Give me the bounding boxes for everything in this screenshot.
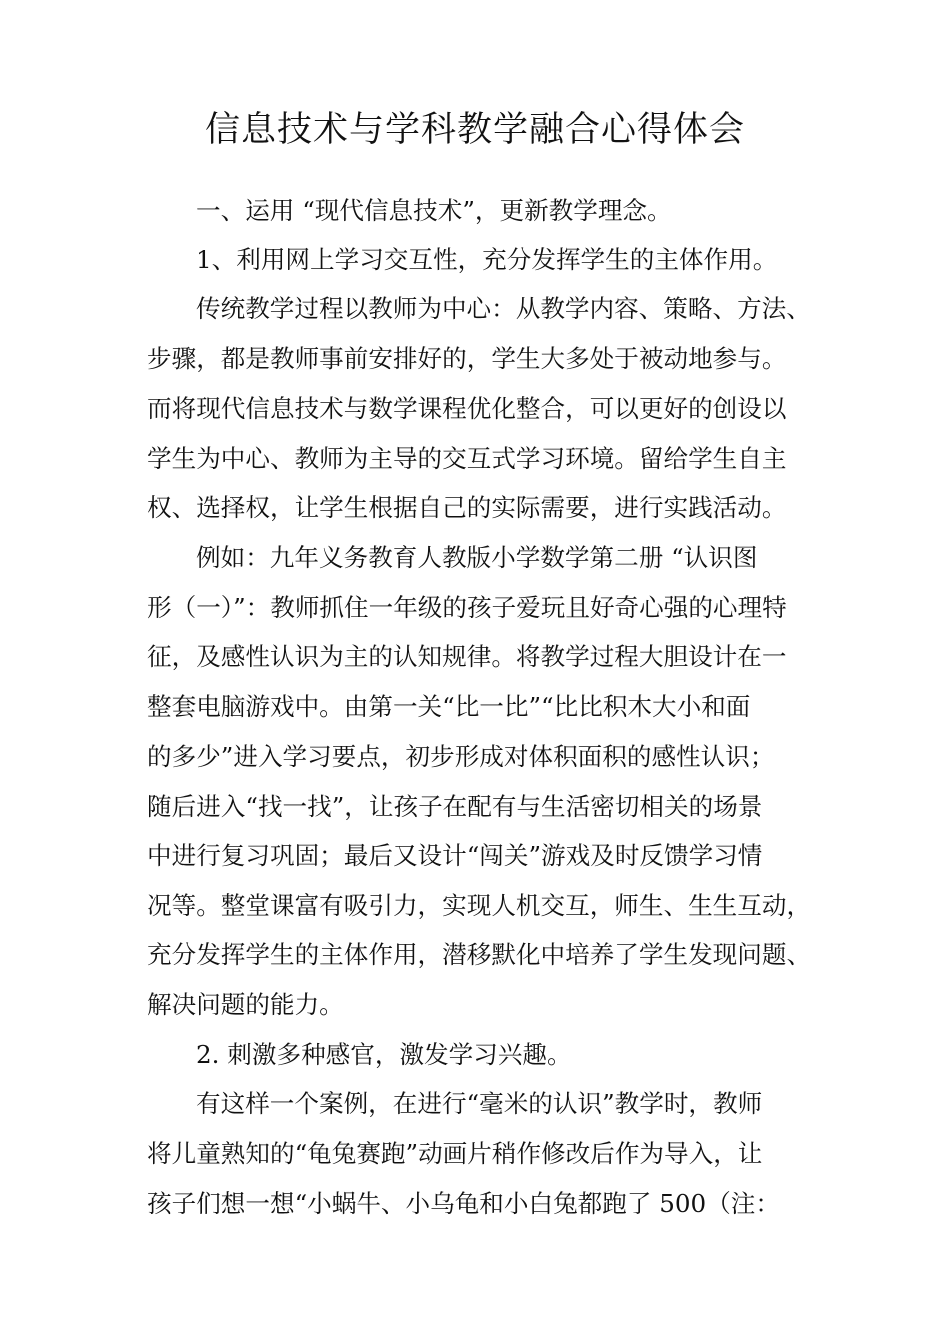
paragraph-line: 况等。整堂课富有吸引力，实现人机交互，师生、生生互动， [147,891,812,920]
paragraph-line: 传统教学过程以教师为中心：从教学内容、策略、方法、 [196,294,811,323]
paragraph-line: 形（一）”：教师抓住一年级的孩子爱玩且好奇心强的心理特 [147,593,787,622]
subheading-2: 2. 刺激多种感官，激发学习兴趣。 [196,1040,572,1069]
paragraph-line: 孩子们想一想“小蜗牛、小乌龟和小白兔都跑了 500（注： [147,1189,780,1218]
paragraph-line: 解决问题的能力。 [147,990,344,1019]
paragraph-line: 将儿童熟知的“龟兔赛跑”动画片稍作修改后作为导入，让 [147,1139,763,1168]
paragraph-line: 整套电脑游戏中。由第一关“比一比”“比比积木大小和面 [147,692,751,721]
subheading-1: 1、利用网上学习交互性，充分发挥学生的主体作用。 [196,245,778,274]
document-title: 信息技术与学科教学融合心得体会 [204,110,745,150]
paragraph-line: 有这样一个案例，在进行“毫米的认识”教学时，教师 [196,1089,763,1118]
paragraph-line: 随后进入“找一找”，让孩子在配有与生活密切相关的场景 [147,792,763,821]
paragraph-line: 中进行复习巩固；最后又设计“闯关”游戏及时反馈学习情 [147,841,763,870]
section-heading-1: 一、运用 “现代信息技术”，更新教学理念。 [196,196,672,225]
paragraph-line: 而将现代信息技术与数学课程优化整合，可以更好的创设以 [147,394,787,423]
paragraph-line: 的多少”进入学习要点，初步形成对体积面积的感性认识； [147,742,775,771]
paragraph-line: 学生为中心、教师为主导的交互式学习环境。留给学生自主 [147,444,787,473]
paragraph-line: 例如：九年义务教育人教版小学数学第二册 “认识图 [196,543,758,572]
paragraph-line: 充分发挥学生的主体作用，潜移默化中培养了学生发现问题、 [147,940,812,969]
paragraph-line: 权、选择权，让学生根据自己的实际需要，进行实践活动。 [147,493,787,522]
paragraph-line: 步骤，都是教师事前安排好的，学生大多处于被动地参与。 [147,344,787,373]
paragraph-line: 征，及感性认识为主的认知规律。将教学过程大胆设计在一 [147,642,787,671]
